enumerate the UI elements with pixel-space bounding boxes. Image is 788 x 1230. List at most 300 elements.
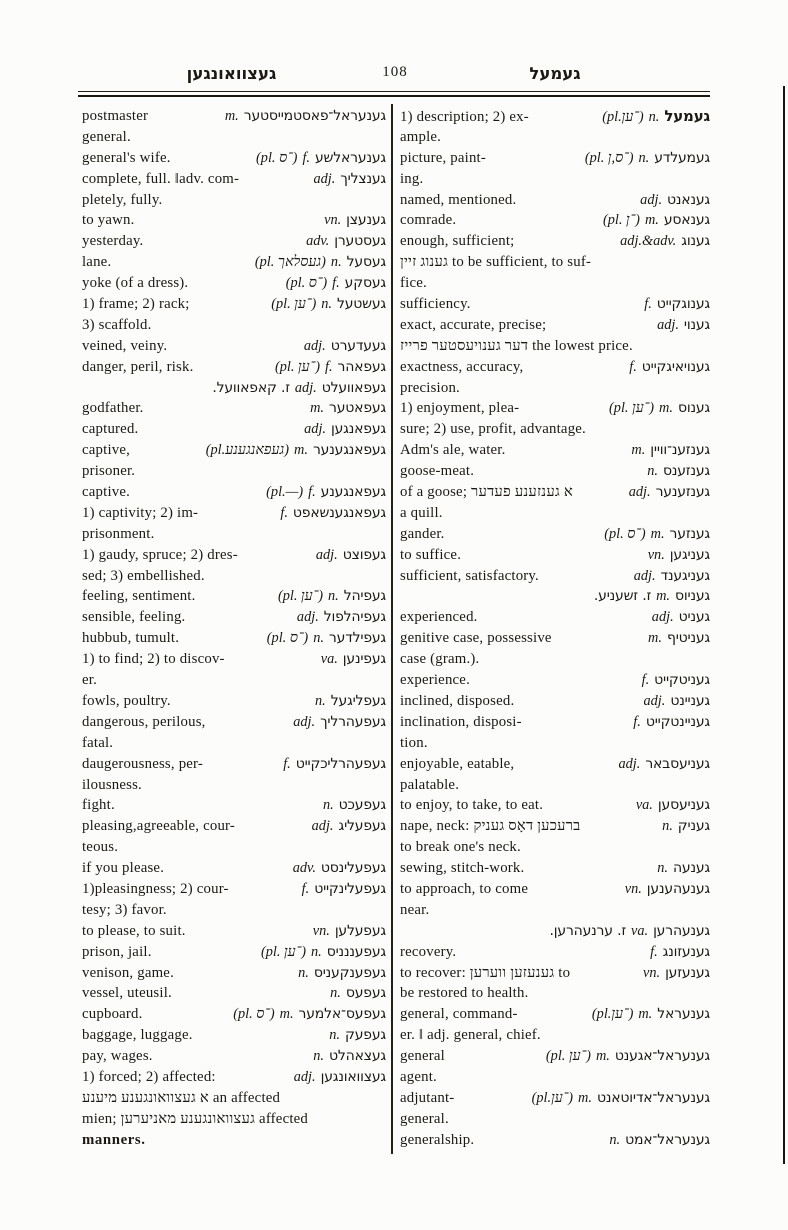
entry-gloss: pleasing,agreeable, cour-: [82, 818, 236, 835]
entry-headword-group: [642, 670, 710, 691]
grammar-abbr: f.: [650, 943, 658, 960]
headword-yiddish: גענעראל־אמט: [625, 1131, 710, 1148]
dict-line: [400, 712, 710, 733]
grammar-abbr: n.: [609, 1131, 621, 1148]
entry-headword-group: [283, 754, 386, 775]
dict-line: [82, 1046, 386, 1067]
entry-headword-group: [313, 1046, 386, 1067]
headword-yiddish: געפאנגענע: [320, 484, 386, 501]
grammar-abbr: adj.: [296, 609, 319, 626]
headword-yiddish: געפליגעל: [330, 692, 386, 709]
headword-yiddish: ז. זשעניע.: [593, 588, 652, 605]
grammar-abbr: adj.: [633, 567, 656, 584]
headword-yiddish: געפעס־אלמער: [298, 1006, 386, 1023]
grammar-abbr: n.: [648, 109, 660, 125]
dict-line: [82, 210, 386, 231]
grammar-abbr: n.: [310, 943, 322, 960]
headword-yiddish: גענעראל־פאסטמייסטער: [243, 108, 386, 124]
entry-headword-group: [324, 210, 386, 231]
dict-line: [400, 1130, 710, 1151]
dict-line: [82, 1130, 386, 1151]
grammar-abbr: (pl.־ען): [531, 1089, 574, 1106]
dict-line: [400, 357, 710, 378]
headword-yiddish: גענעראלשע: [314, 149, 386, 166]
dict-line: [82, 628, 386, 649]
entry-gloss: fight.: [82, 797, 115, 814]
dict-line: [400, 649, 710, 670]
entry-gloss: ilousness.: [82, 776, 142, 793]
dict-line: [400, 775, 710, 796]
grammar-abbr: adj.: [640, 191, 663, 208]
entry-headword-group: [634, 566, 710, 587]
dict-line: [400, 231, 710, 252]
dict-line: [400, 566, 710, 587]
headword-yiddish: געניעסבאר: [645, 755, 710, 772]
dict-line: [82, 190, 386, 211]
scan-edge-artifact: [783, 86, 785, 1164]
headword-yiddish: גענזענס: [662, 463, 710, 480]
entry-gloss: manners.: [82, 1131, 146, 1148]
grammar-abbr: m.: [659, 400, 673, 417]
headword-yiddish: געפעק: [345, 1027, 386, 1044]
dict-line: [400, 1067, 710, 1088]
entry-gloss: sufficient, satisfactory.: [400, 567, 539, 584]
entry-headword-group: [261, 942, 386, 963]
grammar-abbr: (pl. ־ען): [545, 1048, 591, 1065]
grammar-abbr: n.: [638, 149, 650, 166]
entry-gloss: comrade.: [400, 212, 457, 229]
entry-gloss: general, command-: [400, 1006, 518, 1023]
entry-gloss: sufficiency.: [400, 296, 471, 313]
entry-headword-group: [275, 357, 386, 378]
entry-gloss: genitive case, possessive: [400, 630, 552, 647]
entry-headword-group: [625, 879, 710, 900]
dict-line: [400, 628, 710, 649]
dict-line: [400, 315, 710, 336]
headword-yiddish: געניט: [678, 609, 710, 626]
entry-gloss: sewing, stitch-work.: [400, 860, 525, 877]
grammar-abbr: (pl. ־ס): [256, 149, 298, 166]
grammar-abbr: vn.: [312, 922, 330, 939]
dict-line: [82, 879, 386, 900]
entry-gloss: a quill.: [400, 504, 443, 521]
entry-headword-group: [266, 482, 386, 503]
entry-gloss: be restored to health.: [400, 985, 529, 1002]
grammar-abbr: m.: [294, 442, 308, 459]
grammar-abbr: (pl. ־ען): [260, 943, 306, 960]
dict-line: [82, 754, 386, 775]
dict-line: [82, 586, 386, 607]
entry-headword-group: [315, 691, 386, 712]
entry-gloss: vessel, uteusil.: [82, 985, 172, 1002]
entry-gloss: דער גענויעסטער פרייז the lowest price.: [400, 337, 633, 354]
grammar-abbr: f.: [283, 755, 291, 772]
entry-gloss: to break one's neck.: [400, 839, 521, 856]
grammar-abbr: m.: [650, 525, 665, 542]
dict-line: [400, 963, 710, 984]
headword-yiddish: געפינען: [342, 651, 386, 668]
entry-headword-group: [225, 106, 386, 127]
headword-yiddish: געסקע: [344, 275, 386, 292]
entry-gloss: א געצוואונגענע מיענע an affected: [82, 1089, 281, 1106]
entry-headword-group: [323, 795, 386, 816]
dict-line: [400, 210, 710, 231]
headword-yiddish: געניינט: [670, 692, 710, 709]
entry-headword-group: [618, 754, 710, 775]
entry-gloss: prisonment.: [82, 525, 155, 542]
entry-headword-group: [652, 607, 710, 628]
grammar-abbr: (pl. ־ס): [233, 1006, 275, 1023]
entry-headword-group: [643, 963, 710, 984]
dict-line: [82, 816, 386, 837]
headword-yiddish: גענעראל־אדיוטאנט: [596, 1089, 710, 1106]
headword-yiddish: גענאסע: [663, 212, 710, 229]
dict-line: [400, 419, 710, 440]
dict-line: [82, 775, 386, 796]
entry-gloss: exactness, accuracy,: [400, 358, 524, 375]
entry-gloss: prisoner.: [82, 463, 136, 480]
dict-line: [400, 524, 710, 545]
left-column: [82, 106, 386, 1151]
dict-line: [82, 795, 386, 816]
grammar-abbr: n.: [313, 1048, 325, 1065]
grammar-abbr: va.: [630, 922, 649, 939]
grammar-abbr: adj.: [311, 818, 334, 835]
entry-gloss: precision.: [400, 379, 460, 396]
entry-headword-group: [636, 795, 710, 816]
entry-gloss: feeling, sentiment.: [82, 588, 196, 605]
grammar-abbr: (pl. ־ען): [271, 296, 317, 313]
grammar-abbr: (pl. ־ן): [603, 212, 640, 229]
dict-line: [400, 754, 710, 775]
entry-headword-group: [313, 921, 386, 942]
headword-yiddish: גענזענ־וויין: [650, 442, 710, 459]
entry-headword-group: [602, 106, 710, 128]
dict-line: [400, 858, 710, 879]
entry-gloss: gander.: [400, 525, 445, 542]
entry-gloss: 1) frame; 2) rack;: [82, 296, 190, 313]
dict-line: [400, 607, 710, 628]
entry-headword-group: [286, 273, 386, 294]
dict-line: [400, 336, 710, 357]
grammar-abbr: n.: [657, 860, 668, 877]
grammar-abbr: f.: [332, 275, 340, 292]
entry-headword-group: [603, 210, 710, 231]
entry-gloss: named, mentioned.: [400, 191, 517, 208]
headword-yiddish: גענוג: [681, 233, 710, 250]
grammar-abbr: (pl.געפאנגענע): [205, 442, 290, 459]
entry-gloss: of a goose; א גענזענע פעדער: [400, 484, 573, 501]
dict-line: [400, 586, 710, 607]
dict-line: [82, 524, 386, 545]
headword-yiddish: געפאנגענשאפט: [292, 504, 386, 521]
entry-headword-group: [546, 1046, 710, 1067]
page-number: 108: [382, 64, 408, 80]
headword-yiddish: געפעליג: [338, 818, 386, 835]
dict-line: [82, 315, 386, 336]
headword-yiddish: ז. קאפאוועל.: [212, 379, 290, 396]
entry-headword-group: [267, 628, 386, 649]
entry-gloss: if you please.: [82, 860, 165, 877]
headword-yiddish: געפעכט: [338, 797, 386, 814]
grammar-abbr: vn.: [324, 212, 342, 229]
grammar-abbr: n.: [647, 463, 658, 480]
grammar-abbr: (pl. ־ען): [274, 358, 320, 375]
entry-gloss: daugerousness, per-: [82, 755, 204, 772]
grammar-abbr: m.: [656, 588, 671, 605]
headword-yiddish: געניוס: [675, 588, 710, 605]
entry-headword-group: [206, 440, 386, 461]
dict-line: [82, 1025, 386, 1046]
entry-headword-group: [255, 252, 386, 273]
grammar-abbr: adj.: [294, 379, 317, 396]
headword-yiddish: געפעלינסט: [320, 860, 386, 877]
dict-line: [82, 566, 386, 587]
headword-yiddish: געפעהרליך: [320, 713, 386, 730]
grammar-abbr: vn.: [647, 546, 665, 563]
entry-headword-group: [321, 649, 386, 670]
headword-yiddish: געניק: [677, 818, 710, 835]
entry-headword-group: [620, 231, 710, 252]
headword-yiddish: געפעס: [345, 985, 386, 1002]
dict-line: [400, 837, 710, 858]
headword-yiddish: געשטעל: [336, 296, 386, 313]
entry-headword-group: [592, 1004, 710, 1025]
headword-yiddish: געפעלען: [334, 922, 386, 939]
grammar-abbr: adj.: [313, 170, 336, 187]
header-rule: [78, 91, 710, 97]
grammar-abbr: adj.: [304, 421, 326, 438]
grammar-abbr: vn.: [642, 964, 661, 981]
grammar-abbr: adj.: [643, 692, 666, 709]
dict-line: [82, 1109, 386, 1130]
entry-gloss: adjutant-: [400, 1089, 455, 1106]
grammar-abbr: n.: [330, 985, 341, 1002]
headword-yiddish: געמעלדע: [654, 149, 710, 166]
dict-line: [400, 273, 710, 294]
entry-headword-group: [643, 691, 710, 712]
entry-headword-group: [271, 294, 386, 315]
entry-headword-group: [604, 524, 710, 545]
dict-line: [400, 294, 710, 315]
entry-gloss: er.: [82, 672, 97, 689]
headword-yiddish: גענעצן: [346, 212, 386, 229]
entry-gloss: postmaster: [82, 108, 149, 124]
headword-yiddish: געפאוועלט: [321, 379, 386, 396]
catchword-right: געמעל: [529, 64, 581, 83]
headword-yiddish: געסעל: [346, 254, 386, 271]
entry-gloss: godfather.: [82, 400, 144, 417]
dict-line: [82, 858, 386, 879]
headword-yiddish: גענצליך: [340, 170, 386, 187]
entry-gloss: fice.: [400, 275, 427, 292]
grammar-abbr: (pl. ־ען): [609, 400, 655, 417]
grammar-abbr: n.: [322, 797, 334, 814]
entry-gloss: veined, veiny.: [82, 337, 168, 354]
grammar-abbr: adj.: [657, 316, 679, 333]
grammar-abbr: n.: [298, 964, 309, 981]
dict-line: [400, 921, 710, 942]
entry-gloss: teous.: [82, 839, 119, 856]
entry-headword-group: [293, 712, 386, 733]
right-column: [400, 106, 710, 1151]
entry-gloss: to enjoy, to take, to eat.: [400, 797, 544, 814]
grammar-abbr: f.: [280, 504, 288, 521]
grammar-abbr: n.: [329, 1027, 341, 1044]
dict-line: [82, 273, 386, 294]
headword-yiddish: געפאנגען: [331, 421, 386, 438]
entry-gloss: ample.: [400, 128, 442, 145]
headword-yiddish: גענוי: [683, 316, 710, 333]
headword-yiddish: גענוגקייט: [656, 296, 710, 313]
entry-gloss: experience.: [400, 672, 470, 689]
entry-gloss: to recover: גענעזען ווערען to: [400, 964, 571, 981]
dict-line: [82, 419, 386, 440]
dict-line: [82, 378, 386, 399]
dict-line: [82, 398, 386, 419]
dict-line: [82, 231, 386, 252]
grammar-abbr: (pl. ־ס): [266, 630, 309, 647]
grammar-abbr: adv.: [292, 860, 316, 877]
headword-yiddish: גענעה: [672, 860, 710, 877]
entry-gloss: general.: [82, 128, 131, 145]
entry-gloss: 1) description; 2) ex-: [400, 109, 529, 125]
grammar-abbr: f.: [324, 358, 333, 375]
entry-gloss: inclination, disposi-: [400, 713, 522, 730]
dict-line: [82, 942, 386, 963]
entry-gloss: picture, paint-: [400, 149, 486, 166]
entry-headword-group: [310, 398, 386, 419]
grammar-abbr: adj.&adv.: [620, 233, 677, 250]
entry-headword-group: [298, 963, 386, 984]
dict-line: [82, 1088, 386, 1109]
dict-line: [400, 1088, 710, 1109]
entry-gloss: fatal.: [82, 734, 114, 751]
entry-gloss: near.: [400, 901, 430, 918]
dict-line: [82, 921, 386, 942]
entry-gloss: 3) scaffold.: [82, 316, 152, 333]
entry-gloss: sure; 2) use, profit, advantage.: [400, 421, 586, 438]
grammar-abbr: adj.: [293, 713, 316, 730]
headword-yiddish: גענעהענען: [646, 880, 710, 897]
grammar-abbr: m.: [224, 108, 239, 124]
entry-headword-group: [648, 545, 710, 566]
headword-yiddish: געצוואונגען: [320, 1068, 386, 1085]
dict-line: [82, 649, 386, 670]
entry-gloss: exact, accurate, precise;: [400, 316, 547, 333]
entry-headword-group: [233, 1004, 386, 1025]
grammar-abbr: adj.: [628, 484, 651, 501]
grammar-abbr: f.: [641, 672, 650, 689]
entry-gloss: captured.: [82, 421, 139, 438]
entry-headword-group: [585, 148, 710, 169]
headword-yiddish: געפעלינקייט: [314, 880, 386, 897]
entry-headword-group: [662, 816, 710, 837]
entry-gloss: danger, peril, risk.: [82, 358, 194, 375]
entry-headword-group: [550, 921, 710, 942]
grammar-abbr: m.: [578, 1089, 592, 1106]
entry-gloss: גענוג זיין to be sufficient, to suf-: [400, 254, 592, 271]
headword-yiddish: געסטערן: [334, 233, 386, 250]
dict-line: [400, 795, 710, 816]
dict-line: [82, 336, 386, 357]
entry-gloss: generalship.: [400, 1131, 475, 1148]
entry-headword-group: [657, 315, 710, 336]
entry-gloss: sed; 3) embellished.: [82, 567, 205, 584]
headword-yiddish: גענעראל: [657, 1006, 710, 1023]
entry-gloss: to approach, to come: [400, 880, 529, 897]
entry-headword-group: [280, 503, 386, 524]
entry-headword-group: [302, 879, 386, 900]
entry-headword-group: [304, 336, 386, 357]
dict-line: [400, 482, 710, 503]
dict-line: [82, 1067, 386, 1088]
entry-gloss: case (gram.).: [400, 651, 480, 668]
dict-line: [82, 169, 386, 190]
dict-line: [400, 503, 710, 524]
dict-line: [400, 983, 710, 1004]
entry-gloss: to please, to suit.: [82, 922, 186, 939]
headword-yiddish: גענזענער: [655, 484, 710, 501]
grammar-abbr: f.: [301, 880, 310, 897]
entry-headword-group: [657, 858, 710, 879]
entry-headword-group: [293, 858, 386, 879]
entry-gloss: venison, game.: [82, 964, 174, 981]
dict-line: [82, 1004, 386, 1025]
headword-yiddish: גענעזען: [665, 964, 710, 981]
entry-gloss: fowls, poultry.: [82, 692, 171, 709]
grammar-abbr: m.: [644, 212, 659, 229]
entry-gloss: goose-meat.: [400, 463, 475, 480]
dict-line: [82, 148, 386, 169]
dict-line: [400, 670, 710, 691]
entry-headword-group: [256, 148, 386, 169]
page-header: [0, 64, 788, 90]
entry-gloss: yoke (of a dress).: [82, 275, 189, 292]
entry-headword-group: [316, 545, 386, 566]
headword-yiddish: געפעננניס: [326, 943, 386, 960]
dict-line: [400, 1109, 710, 1130]
entry-gloss: Adm's ale, water.: [400, 442, 506, 459]
entry-gloss: ing.: [400, 170, 424, 187]
dict-line: [82, 357, 386, 378]
grammar-abbr: (pl.—): [266, 484, 304, 501]
dict-line: [82, 900, 386, 921]
entry-headword-group: [532, 1088, 710, 1109]
headword-yiddish: געניגענד: [660, 567, 710, 584]
headword-yiddish: געצאהלט: [329, 1048, 386, 1065]
dict-line: [400, 816, 710, 837]
grammar-abbr: adj.: [651, 609, 674, 626]
entry-headword-group: [648, 628, 710, 649]
headword-yiddish: גענאנט: [667, 191, 710, 208]
entry-gloss: 1) to find; 2) to discov-: [82, 651, 225, 668]
entry-gloss: cupboard.: [82, 1006, 143, 1023]
dict-line: [82, 482, 386, 503]
entry-gloss: general.: [400, 1110, 449, 1127]
headword-yiddish: געפיהל: [343, 588, 386, 605]
entry-gloss: tesy; 3) favor.: [82, 901, 167, 918]
entry-gloss: sensible, feeling.: [82, 609, 186, 626]
grammar-abbr: n.: [330, 254, 342, 271]
dict-line: [400, 440, 710, 461]
dict-line: [400, 169, 710, 190]
entry-gloss: captive,: [82, 442, 131, 459]
grammar-abbr: f.: [629, 358, 637, 375]
entry-gloss: baggage, luggage.: [82, 1027, 193, 1044]
entry-headword-group: [314, 169, 387, 190]
headword-yiddish: גענזער: [669, 525, 710, 542]
